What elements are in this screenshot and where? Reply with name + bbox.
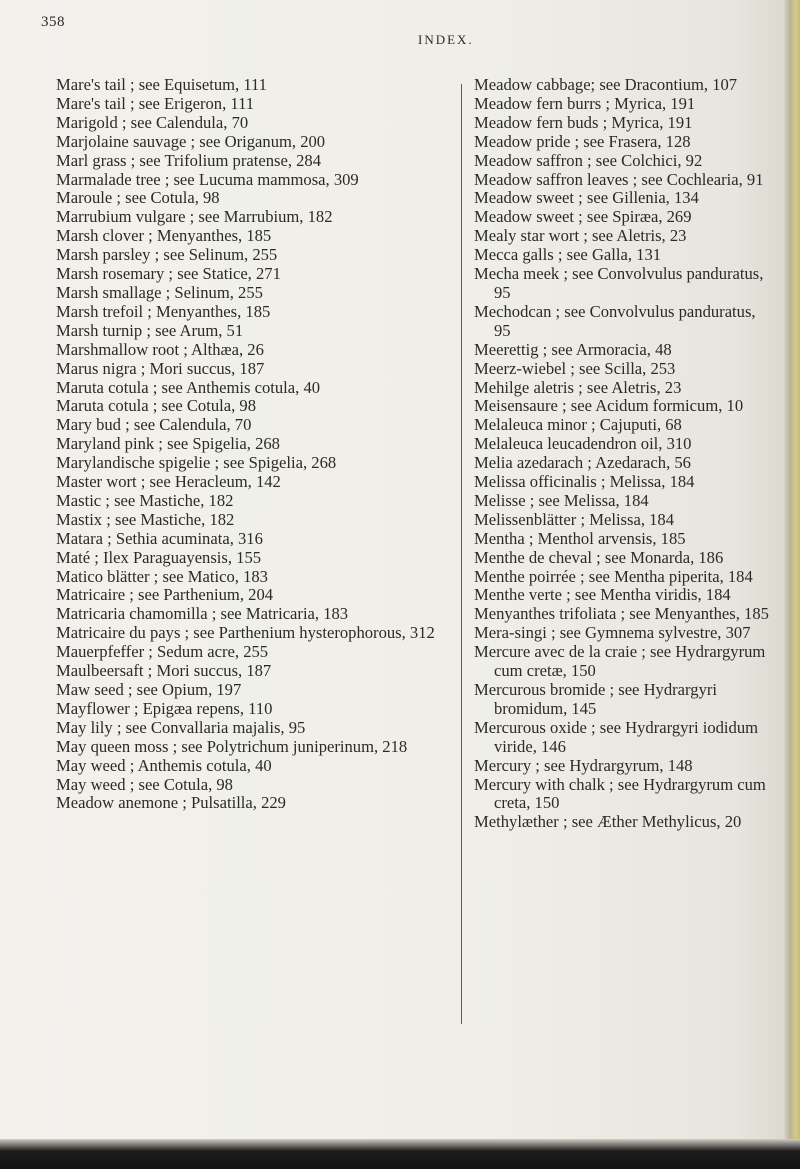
index-entry: Melia azedarach ; Azedarach, 56 <box>474 453 691 473</box>
index-entry: Meadow anemone ; Pulsatilla, 229 <box>56 793 286 813</box>
index-column-left <box>56 76 446 813</box>
index-entry: Maulbeersaft ; Mori succus, 187 <box>56 661 272 681</box>
index-entry: Menthe verte ; see Mentha viridis, 184 <box>474 585 731 605</box>
index-entry: May queen moss ; see Polytrichum juniperinum, 218 <box>56 736 408 756</box>
index-entry: Marsh trefoil ; Menyanthes, 185 <box>56 301 271 321</box>
index-entry: May weed ; Anthemis cotula, 40 <box>56 755 272 775</box>
index-entry: Maw seed ; see Opium, 197 <box>56 680 242 699</box>
index-entry: Matricaire du pays ; see Parthenium hysterophorous, 312 <box>56 623 435 643</box>
index-entry: Marigold ; see Calendula, 70 <box>56 112 249 132</box>
index-entry: Matricaria chamomilla ; see Matricaria, 183 <box>56 604 349 624</box>
index-entry: Marsh rosemary ; see Statice, 271 <box>56 264 281 284</box>
index-entry: Marsh parsley ; see Selinum, 255 <box>56 245 278 265</box>
index-entry: Meadow sweet ; see Spiræa, 269 <box>474 207 692 227</box>
index-entry: Maté ; Ilex Paraguayensis, 155 <box>56 547 262 567</box>
index-entry: Mera-singi ; see Gymnema sylvestre, 307 <box>474 623 751 643</box>
index-entry: Melissa officinalis ; Melissa, 184 <box>474 472 695 492</box>
index-entry: Mercurous bromide ; see Hydrargyri bromidum, 145 <box>474 680 717 718</box>
index-entry: Menthe poirrée ; see Mentha piperita, 184 <box>474 566 753 586</box>
index-entry: Mayflower ; Epigæa repens, 110 <box>56 698 273 718</box>
page-number: 358 <box>41 14 65 30</box>
index-entry: Marjolaine sauvage ; see Origanum, 200 <box>56 131 326 151</box>
index-entry: Mercury ; see Hydrargyrum, 148 <box>474 755 693 775</box>
page-edge <box>784 0 800 1169</box>
index-entry: Mare's tail ; see Equisetum, 111 <box>56 75 267 94</box>
index-entry: Meerz-wiebel ; see Scilla, 253 <box>474 358 676 378</box>
index-entry: Mastic ; see Mastiche, 182 <box>56 490 234 510</box>
index-entry: Meisensaure ; see Acidum formicum, 10 <box>474 396 744 416</box>
index-entry: Meadow cabbage; see Dracontium, 107 <box>474 75 738 94</box>
index-entry: Mare's tail ; see Erigeron, 111 <box>56 93 255 113</box>
index-entry: Meadow fern buds ; Myrica, 191 <box>474 112 693 132</box>
index-entry: Marmalade tree ; see Lucuma mammosa, 309 <box>56 169 359 189</box>
index-entry: Melaleuca leucadendron oil, 310 <box>474 434 692 454</box>
index-entry: Maruta cotula ; see Anthemis cotula, 40 <box>56 377 321 397</box>
index-entry: Mercure avec de la craie ; see Hydrargyrum cum cretæ, 150 <box>474 642 766 681</box>
index-entry: May lily ; see Convallaria majalis, 95 <box>56 717 306 737</box>
scan-shadow <box>0 1139 800 1169</box>
index-entry: May weed ; see Cotula, 98 <box>56 774 233 794</box>
index-entry: Maruta cotula ; see Cotula, 98 <box>56 396 256 416</box>
index-entry: Meadow pride ; see Frasera, 128 <box>474 131 691 151</box>
index-entry: Meadow sweet ; see Gillenia, 134 <box>474 188 699 208</box>
index-entry: Marsh smallage ; Selinum, 255 <box>56 282 263 302</box>
index-entry: Melaleuca minor ; Cajuputi, 68 <box>474 415 682 435</box>
running-head: INDEX. <box>418 32 474 47</box>
index-entry: Marshmallow root ; Althæa, 26 <box>56 339 264 359</box>
index-entry: Menyanthes trifoliata ; see Menyanthes, 185 <box>474 604 769 624</box>
index-entry: Matricaire ; see Parthenium, 204 <box>56 585 274 605</box>
index-entry: Marsh clover ; Menyanthes, 185 <box>56 226 272 246</box>
index-entry: Marus nigra ; Mori succus, 187 <box>56 358 265 378</box>
index-entry: Marylandische spigelie ; see Spigelia, 268 <box>56 453 337 473</box>
index-entry: Mecha meek ; see Convolvulus panduratus, 95 <box>474 264 764 302</box>
column-divider <box>461 84 462 1024</box>
index-entry: Mercurous oxide ; see Hydrargyri iodidum viride, 146 <box>474 717 759 756</box>
index-entry: Mealy star wort ; see Aletris, 23 <box>474 226 687 246</box>
index-entry: Meerettig ; see Armoracia, 48 <box>474 339 672 359</box>
index-entry: Marrubium vulgare ; see Marrubium, 182 <box>56 207 333 227</box>
index-entry: Mercury with chalk ; see Hydrargyrum cum creta, 150 <box>474 774 766 813</box>
index-entry: Mecca galls ; see Galla, 131 <box>474 245 662 265</box>
index-entry: Matico blätter ; see Matico, 183 <box>56 566 268 586</box>
index-entry: Mentha ; Menthol arvensis, 185 <box>474 528 686 548</box>
index-entry: Meadow saffron leaves ; see Cochlearia, 91 <box>474 169 764 189</box>
index-entry: Marsh turnip ; see Arum, 51 <box>56 320 244 340</box>
index-entry: Mechodcan ; see Convolvulus panduratus, 95 <box>474 301 756 340</box>
index-entry: Melissenblätter ; Melissa, 184 <box>474 509 675 529</box>
index-entry: Marl grass ; see Trifolium pratense, 284 <box>56 150 322 170</box>
index-entry: Mary bud ; see Calendula, 70 <box>56 415 252 435</box>
index-entry: Master wort ; see Heracleum, 142 <box>56 472 281 492</box>
index-entry: Methylæther ; see Æther Methylicus, 20 <box>474 812 742 832</box>
index-entry: Mehilge aletris ; see Aletris, 23 <box>474 377 682 397</box>
index-entry: Menthe de cheval ; see Monarda, 186 <box>474 547 724 567</box>
index-entry: Meadow fern burrs ; Myrica, 191 <box>474 93 696 113</box>
index-entry: Melisse ; see Melissa, 184 <box>474 490 649 510</box>
index-entry: Maroule ; see Cotula, 98 <box>56 188 220 208</box>
index-entry: Matara ; Sethia acuminata, 316 <box>56 528 263 548</box>
index-entry: Mastix ; see Mastiche, 182 <box>56 509 235 529</box>
index-entry: Mauerpfeffer ; Sedum acre, 255 <box>56 642 269 662</box>
index-entry: Meadow saffron ; see Colchici, 92 <box>474 150 703 170</box>
index-entry: Maryland pink ; see Spigelia, 268 <box>56 434 280 454</box>
index-column-right <box>474 76 774 832</box>
